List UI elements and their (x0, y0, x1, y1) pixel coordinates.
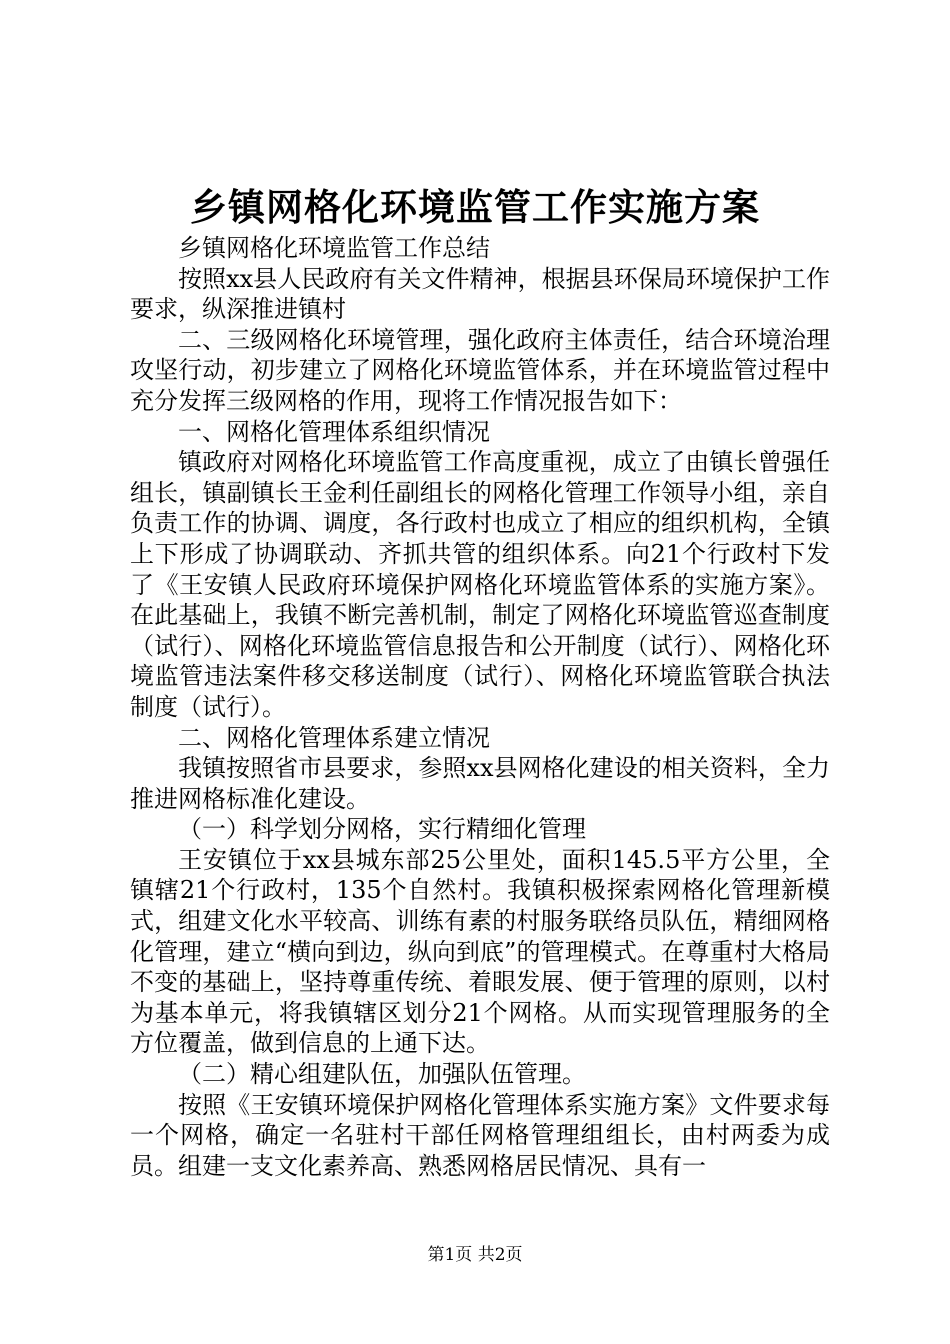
section-heading: 一、网格化管理体系组织情况 (178, 417, 490, 446)
page-footer: 第1页 共2页 (427, 1245, 523, 1265)
section-heading: 二、网格化管理体系建立情况 (178, 723, 490, 752)
paragraph: 乡镇网格化环境监管工作总结 (178, 234, 490, 262)
paragraph: 按照xx县人民政府有关文件精神，根据县环保局环境保护工作要求，纵深推进镇村 (130, 264, 830, 324)
paragraph: 二、三级网格化环境管理，强化政府主体责任，结合环境治理攻坚行动，初步建立了网格化环境监管体系，并在环境监管过程中充分发挥三级网格的作用，现将工作情况报告如下： (130, 325, 830, 415)
subsection-heading: （一）科学划分网格，实行精细化管理 (178, 815, 586, 844)
subsection-heading: （二）精心组建队伍，加强队伍管理。 (178, 1060, 586, 1089)
paragraph: 我镇按照省市县要求，参照xx县网格化建设的相关资料，全力推进网格标准化建设。 (130, 754, 830, 813)
paragraph: 按照《王安镇环境保护网格化管理体系实施方案》文件要求每一个网格，确定一名驻村干部任网格管理组组长，由村两委为成员。组建一支文化素养高、熟悉网格居民情况、具有一 (130, 1090, 830, 1180)
paragraph: 镇政府对网格化环境监管工作高度重视，成立了由镇长曾强任组长，镇副镇长王金利任副组长的网格化管理工作领导小组，亲自负责工作的协调、调度，各行政村也成立了相应的组织机构，全镇上下形成了协调联动、齐抓共管的组织体系。向21个行政村下发了《王安镇人民政府环境保护网格化环境监管体系的实施方案》。在此基础上，我镇不断完善机制，制定了网格化环境监管巡查制度（试行）、网格化环境监管信息报告和公开制度（试行）、网格化环境监管违法案件移交移送制度（试行）、网格化环境监管联合执法制度（试行）。 (130, 448, 830, 721)
document-body (130, 233, 830, 1181)
paragraph: 王安镇位于xx县城东部25公里处，面积145.5平方公里，全镇辖21个行政村，135个自然村。我镇积极探索网格化管理新模式，组建文化水平较高、训练有素的村服务联络员队伍，精细网格化管理，建立“横向到边，纵向到底”的管理模式。在尊重村大格局不变的基础上，坚持尊重传统、着眼发展、便于管理的原则，以村为基本单元，将我镇辖区划分21个网格。从而实现管理服务的全方位覆盖，做到信息的上通下达。 (130, 845, 830, 1058)
document-title: 乡镇网格化环境监管工作实施方案 (190, 185, 760, 229)
